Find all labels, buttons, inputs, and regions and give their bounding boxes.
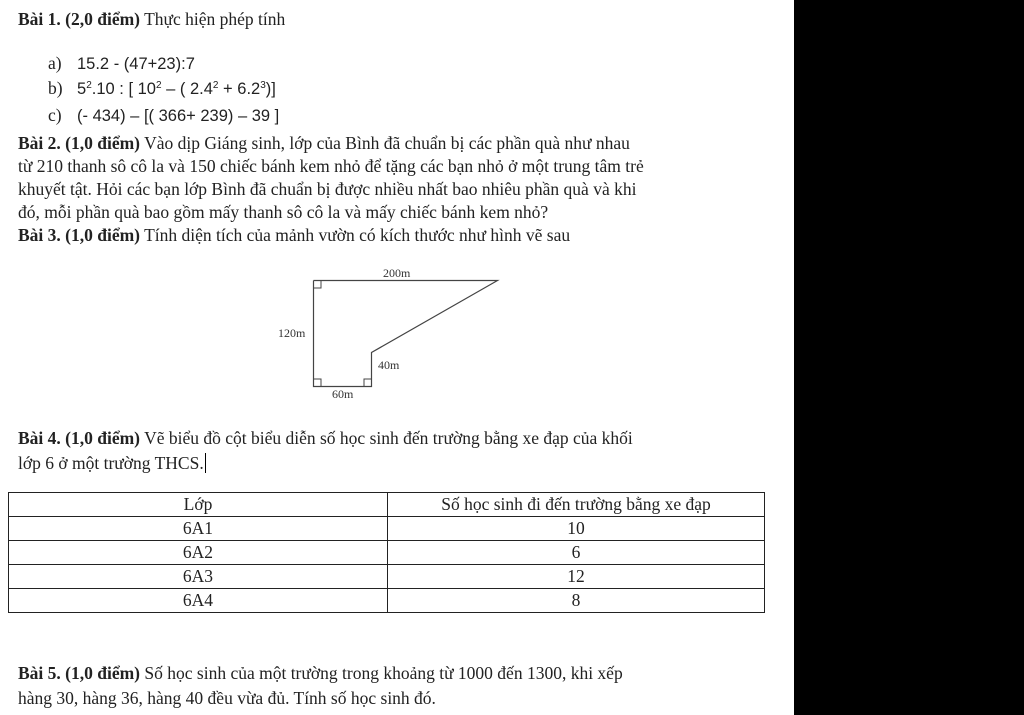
header-student-count: Số học sinh đi đến trường bằng xe đạp (388, 493, 765, 517)
bai1-title: Bài 1. (2,0 điểm) (18, 9, 141, 29)
garden-shape (270, 262, 510, 402)
table-row (9, 541, 765, 565)
expr-part: – ( 2.4 (161, 80, 213, 98)
item-expression (77, 80, 276, 98)
bai2-title: Bài 2. (1,0 điểm) (18, 133, 141, 153)
bai1-item-a (48, 52, 195, 75)
right-angle-mark-bottom-left (314, 379, 322, 387)
bai2-line-4: đó, mỗi phần quà bao gồm mấy thanh sô cô la và mấy chiếc bánh kem nhỏ? (18, 202, 549, 222)
bai3-prompt: Tính diện tích của mảnh vườn có kích thước như hình vẽ sau (140, 225, 571, 245)
bai4-text: lớp 6 ở một trường THCS. (18, 453, 204, 473)
item-label: c) (48, 105, 62, 125)
bai2-line-3: khuyết tật. Hỏi các bạn lớp Bình đã chuẩn bị được nhiều nhất bao nhiêu phần quà và khi (18, 179, 637, 199)
label-200m: 200m (383, 266, 411, 280)
bai1-prompt: Thực hiện phép tính (140, 9, 286, 29)
garden-figure (270, 262, 510, 402)
bai1-heading (18, 8, 285, 30)
bicycle-students-table (8, 492, 765, 613)
right-angle-mark-top (314, 281, 322, 289)
exponent: 2 (86, 80, 92, 91)
cell-count: 8 (388, 589, 765, 613)
bai1-item-b (48, 77, 276, 100)
garden-outline (314, 281, 498, 387)
cell-count: 6 (388, 541, 765, 565)
exponent: 3 (260, 80, 266, 91)
cell-count: 12 (388, 565, 765, 589)
black-side-panel (794, 0, 1024, 715)
table-row (9, 565, 765, 589)
cell-count: 10 (388, 517, 765, 541)
item-label: a) (48, 53, 62, 73)
label-60m: 60m (332, 387, 354, 401)
bai2-line-2: từ 210 thanh sô cô la và 150 chiếc bánh kem nhỏ để tặng các bạn nhỏ ở một trung tâm trẻ (18, 156, 644, 176)
expr-part: + 6.2 (218, 80, 261, 98)
bai4-title: Bài 4. (1,0 điểm) (18, 428, 141, 448)
cell-class: 6A3 (9, 565, 388, 589)
item-expression: 15.2 - (47+23):7 (77, 55, 195, 73)
bai5-line-2: hàng 30, hàng 36, hàng 40 đều vừa đủ. Tính số học sinh đó. (18, 688, 436, 708)
right-angle-mark-bottom-right (364, 379, 372, 387)
item-expression: (- 434) – [( 366+ 239) – 39 ] (77, 107, 280, 125)
text-cursor (205, 453, 206, 473)
bai2-text: Vào dịp Giáng sinh, lớp của Bình đã chuẩn bị các phần quà như nhau (140, 133, 630, 153)
label-40m: 40m (378, 358, 400, 372)
expr-part: )] (265, 80, 276, 98)
bai5-title: Bài 5. (1,0 điểm) (18, 663, 141, 683)
expr-part: .10 : [ 10 (91, 80, 156, 98)
cell-class: 6A4 (9, 589, 388, 613)
exponent: 2 (155, 80, 162, 91)
exponent: 2 (212, 80, 219, 91)
bai3-title: Bài 3. (1,0 điểm) (18, 225, 141, 245)
cell-class: 6A2 (9, 541, 388, 565)
header-class: Lớp (9, 493, 388, 517)
label-120m: 120m (278, 326, 306, 340)
bai2-line-1 (18, 132, 630, 154)
bai4-line-1 (18, 427, 633, 449)
bai5-line-1 (18, 662, 623, 684)
cell-class: 6A1 (9, 517, 388, 541)
bai1-item-c (48, 104, 279, 127)
expr-part: 5 (77, 80, 87, 98)
bai3-heading (18, 224, 570, 246)
table-row (9, 517, 765, 541)
bai4-line-2 (18, 452, 206, 474)
item-label: b) (48, 78, 63, 98)
bai4-text: Vẽ biểu đồ cột biểu diễn số học sinh đến trường bằng xe đạp của khối (140, 428, 633, 448)
table-header-row (9, 493, 765, 517)
table-row (9, 589, 765, 613)
bai5-text: Số học sinh của một trường trong khoảng từ 1000 đến 1300, khi xếp (140, 663, 623, 683)
